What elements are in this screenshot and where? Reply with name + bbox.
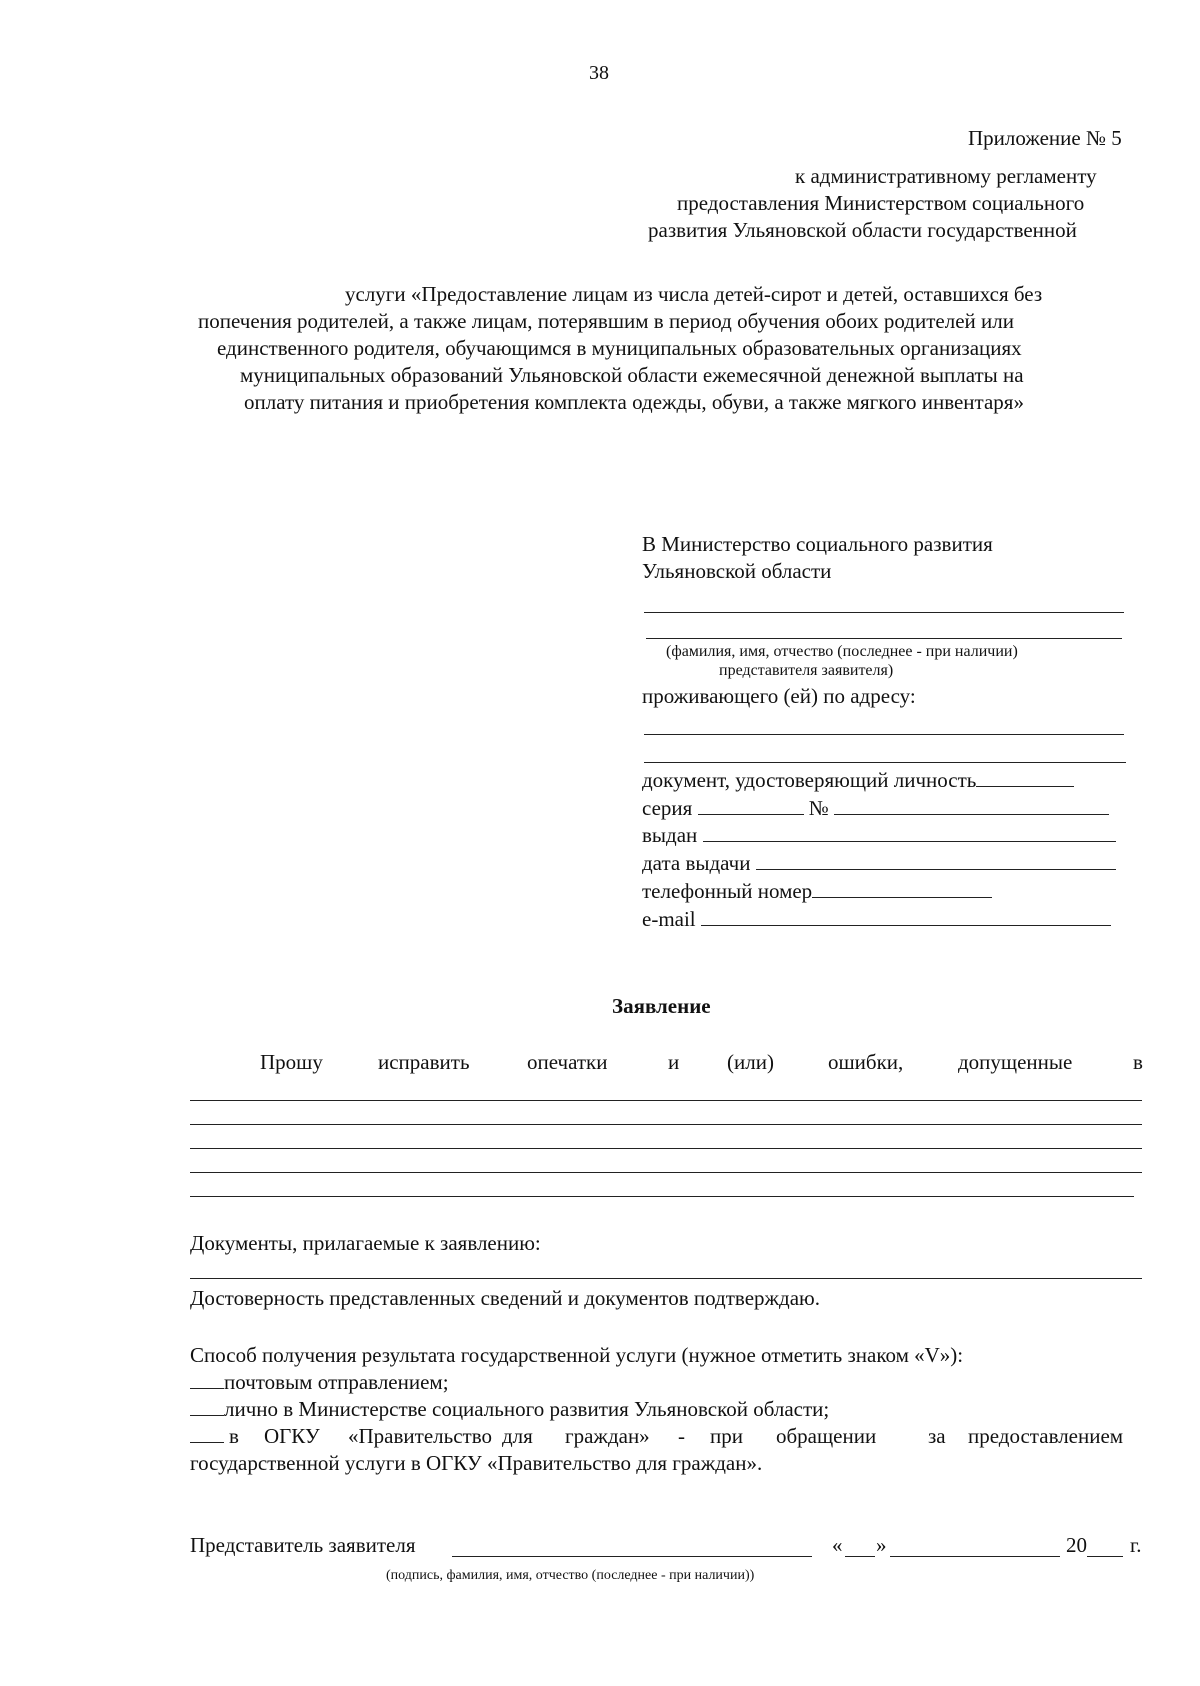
address-label: проживающего (ей) по адресу: [642,684,916,708]
request-fill-line-1[interactable] [190,1100,1142,1101]
appendix-line-2: предоставления Министерством социального [677,191,1085,215]
service-line-3: единственного родителя, обучающимся в муниципальных образовательных организациях [217,336,1022,360]
confirmation-text: Достоверность представленных сведений и документов подтверждаю. [190,1286,820,1310]
phone-field[interactable] [812,879,992,898]
page-number: 38 [589,62,609,84]
request-word-1: Прошу [260,1050,323,1074]
request-word-6: ошибки, [828,1050,904,1074]
method-title: Способ получения результата государственной услуги (нужное отметить знаком «V»): [190,1343,964,1367]
request-fill-line-2[interactable] [190,1124,1142,1125]
request-word-3: опечатки [527,1050,608,1074]
number-label: № [808,796,829,820]
issue-date-row: дата выдачи [642,851,1116,876]
method-postal-row: почтовым отправлением; [190,1370,449,1395]
name-hint-line-1: (фамилия, имя, отчество (последнее - при наличии) [666,643,1018,660]
ogku-word-4: для [502,1424,533,1448]
request-fill-line-4[interactable] [190,1172,1142,1173]
appendix-line-3: развития Ульяновской области государственной [648,218,1077,242]
method-ogku-checkbox-row [190,1424,224,1449]
documents-fill-line[interactable] [190,1278,1142,1279]
issue-date-field[interactable] [756,851,1116,870]
statement-title: Заявление [612,994,711,1018]
ogku-word-10: предоставлением [968,1424,1124,1448]
addressee-to-line-2: Ульяновской области [642,559,832,583]
method-in-person-checkbox[interactable] [190,1397,224,1416]
fill-line-address-1[interactable] [644,734,1124,735]
request-word-4: и [668,1050,680,1074]
request-word-7: допущенные [958,1050,1073,1074]
date-month-field[interactable] [890,1556,1060,1557]
method-ogku-line-2: государственной услуги в ОГКУ «Правительство для граждан». [190,1451,763,1475]
signature-hint: (подпись, фамилия, имя, отчество (последнее - при наличии)) [386,1568,755,1583]
issued-field[interactable] [703,823,1116,842]
request-word-2: исправить [378,1050,470,1074]
addressee-to-line-1: В Министерство социального развития [642,532,993,556]
name-hint-line-2: представителя заявителя) [719,662,894,679]
ogku-word-8: обращении [776,1424,877,1448]
year-suffix: г. [1130,1533,1142,1557]
id-doc-label: документ, удостоверяющий личность [642,768,1074,793]
request-fill-line-5[interactable] [190,1196,1134,1197]
request-word-5: (или) [727,1050,774,1074]
fill-line-name-1[interactable] [644,612,1124,613]
date-quote-close: » [876,1533,887,1557]
phone-row: телефонный номер [642,879,992,904]
year-field[interactable] [1087,1556,1123,1557]
service-line-5: оплату питания и приобретения комплекта одежды, обуви, а также мягкого инвентаря» [244,390,1024,414]
ogku-word-7: при [710,1424,743,1448]
issued-row: выдан [642,823,1116,848]
request-word-8: в [1133,1050,1143,1074]
signature-field[interactable] [452,1556,812,1557]
date-quote-open: « [832,1533,843,1557]
email-field[interactable] [701,907,1111,926]
number-field[interactable] [834,796,1109,815]
series-row: серия № [642,796,1109,821]
ogku-word-3: «Правительство [348,1424,492,1448]
fill-line-name-2[interactable] [646,638,1122,639]
appendix-title: Приложение № 5 [968,126,1122,150]
documents-label: Документы, прилагаемые к заявлению: [190,1231,541,1255]
method-ogku-checkbox[interactable] [190,1424,224,1443]
date-day-field[interactable] [845,1556,875,1557]
ogku-word-9: за [928,1424,946,1448]
service-line-1: услуги «Предоставление лицам из числа детей-сирот и детей, оставшихся без [345,282,1043,306]
ogku-word-2: ОГКУ [264,1424,320,1448]
ogku-word-6: - [678,1424,685,1448]
service-line-4: муниципальных образований Ульяновской области ежемесячной денежной выплаты на [240,363,1024,387]
ogku-word-1: в [229,1424,239,1448]
email-row: e-mail [642,907,1111,932]
series-field[interactable] [698,796,804,815]
signature-label: Представитель заявителя [190,1533,416,1557]
method-in-person-row: лично в Министерстве социального развития Ульяновской области; [190,1397,829,1422]
id-doc-field[interactable] [976,768,1074,787]
appendix-line-1: к административному регламенту [795,164,1097,188]
method-postal-checkbox[interactable] [190,1370,224,1389]
ogku-word-5: граждан» [565,1424,650,1448]
service-line-2: попечения родителей, а также лицам, потерявшим в период обучения обоих родителей или [198,309,1014,333]
year-prefix: 20 [1066,1533,1087,1557]
request-fill-line-3[interactable] [190,1148,1142,1149]
fill-line-address-2[interactable] [644,762,1126,763]
